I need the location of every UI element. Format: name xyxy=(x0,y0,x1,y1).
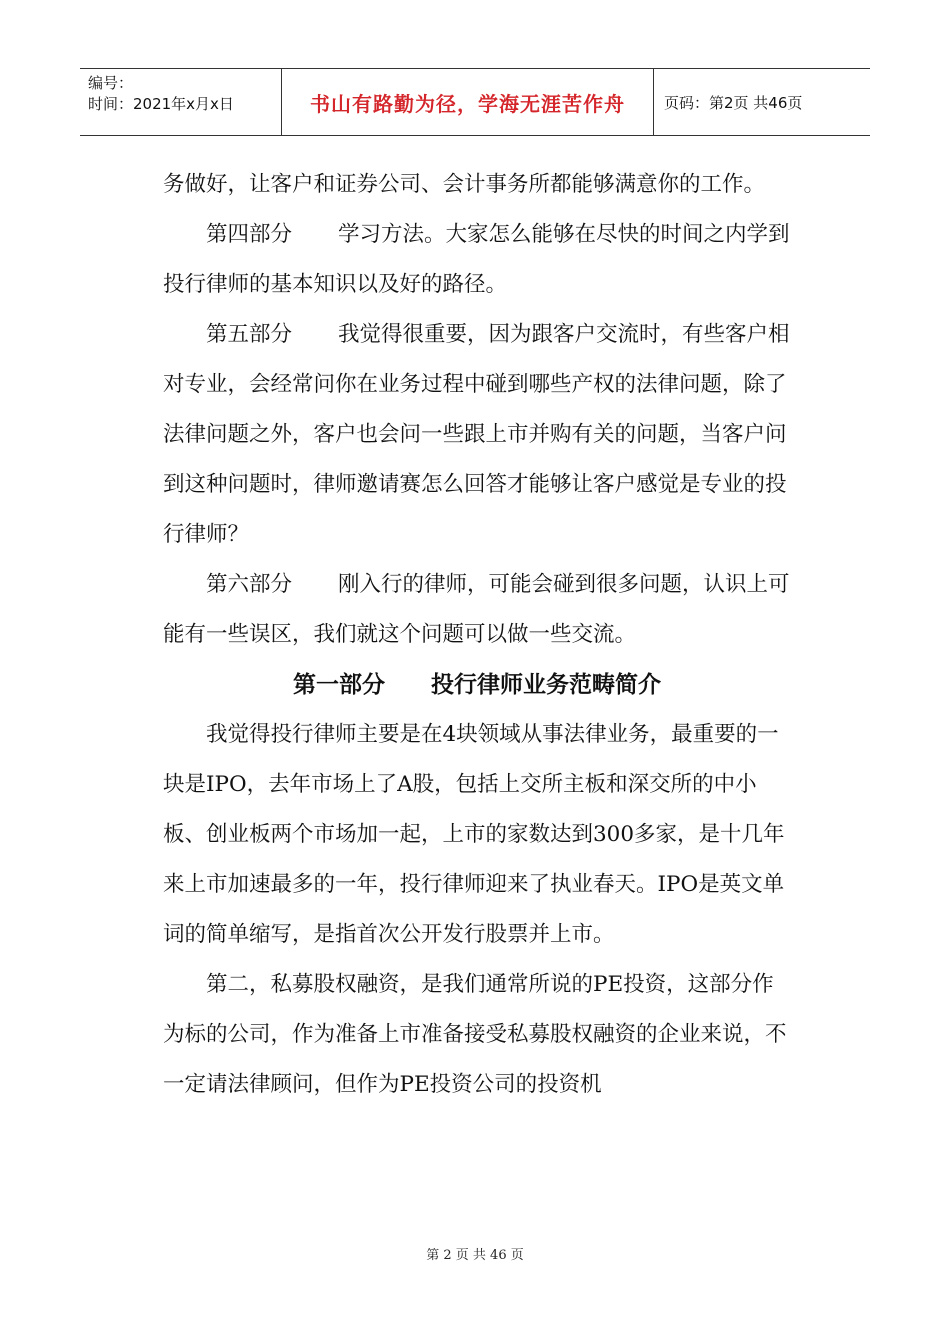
number-label: 编号： xyxy=(88,74,134,92)
paragraph-continued: 务做好，让客户和证券公司、会计事务所都能够满意你的工作。 xyxy=(163,172,766,197)
section-heading-title: 投行律师业务范畴简介 xyxy=(431,672,661,698)
header-page-info: 页码：第2页 共46页 xyxy=(664,93,803,112)
part4-text: 学习方法。大家怎么能够在尽快的时间之内学到投行律师的基本知识以及好的路径。 xyxy=(163,222,790,297)
paragraph-ipo: 我觉得投行律师主要是在4块领域从事法律业务，最重要的一块是IPO，去年市场上了A股，包括上交所主板和深交所的中小板、创业板两个市场加一起，上市的家数达到300多家，是十几年来上市加速最多的一年，投行律师迎来了执业春天。IPO是英文单词的简单缩写，是指首次公开发行股票并上市。 xyxy=(163,722,785,947)
part5-title: 第五部分 xyxy=(206,322,293,347)
document-body xyxy=(163,160,791,1110)
header-meta xyxy=(80,69,282,135)
paragraph-part4 xyxy=(163,210,791,310)
header-motto: 书山有路勤为径，学海无涯苦作舟 xyxy=(282,69,654,135)
paragraph-part6 xyxy=(163,560,791,660)
page-footer: 第 2 页 共 46 页 xyxy=(426,1248,524,1263)
part6-title: 第六部分 xyxy=(206,572,293,597)
section-heading-part: 第一部分 xyxy=(293,672,385,698)
part5-text: 我觉得很重要，因为跟客户交流时，有些客户相对专业，会经常问你在业务过程中碰到哪些产权的法律问题，除了法律问题之外，客户也会问一些跟上市并购有关的问题，当客户问到这种问题时，律师邀请赛怎么回答才能够让客户感觉是专业的投行律师？ xyxy=(163,322,790,547)
date-label: 时间：2021年x月x日 xyxy=(88,95,234,113)
paragraph-part5 xyxy=(163,310,791,560)
paragraph-pe: 第二，私募股权融资，是我们通常所说的PE投资，这部分作为标的公司，作为准备上市准备接受私募股权融资的企业来说，不一定请法律顾问，但作为PE投资公司的投资机 xyxy=(163,972,787,1097)
page-header xyxy=(80,68,870,136)
part6-text: 刚入行的律师，可能会碰到很多问题，认识上可能有一些误区，我们就这个问题可以做一些交流。 xyxy=(163,572,790,647)
part4-title: 第四部分 xyxy=(206,222,293,247)
section-heading xyxy=(163,660,791,710)
